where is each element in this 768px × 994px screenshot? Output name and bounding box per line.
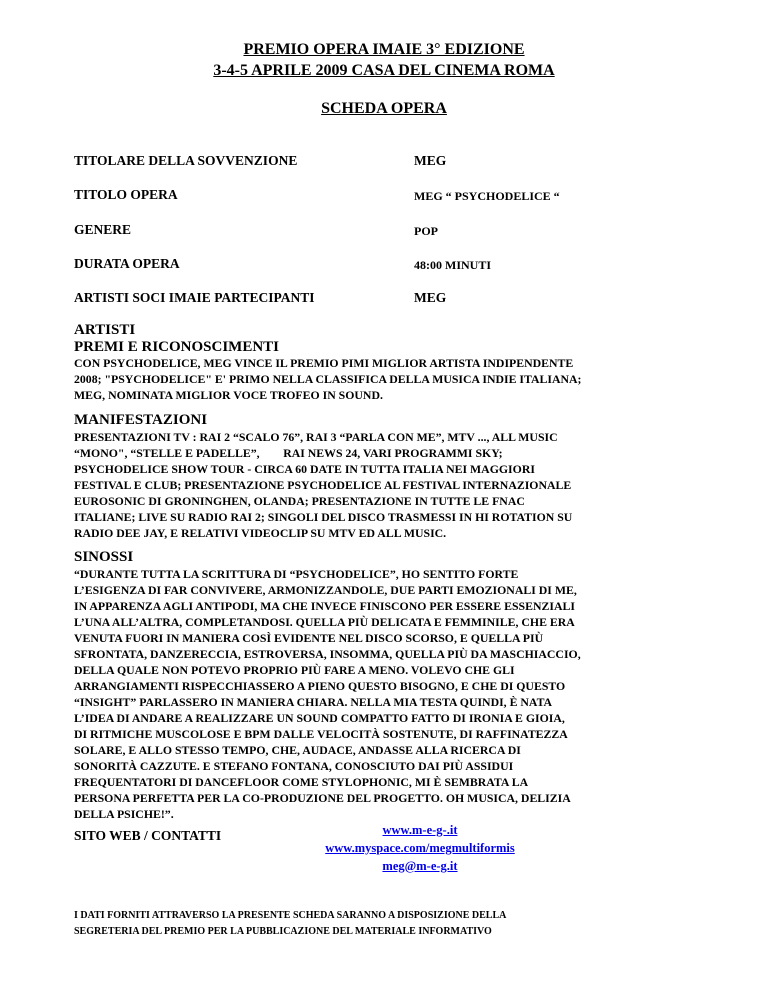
sinossi-line: DELLA PSICHE!”. <box>74 807 174 821</box>
premi-line: 2008; "PSYCHODELICE" E' PRIMO NELLA CLASSIFICA DELLA MUSICA INDIE ITALIANA; <box>74 372 582 386</box>
sinossi-text <box>74 566 694 822</box>
sinossi-line: SOLARE, E ALLO STESSO TEMPO, CHE, AUDACE, ANDASSE ALLA RICERCA DI <box>74 743 521 757</box>
sinossi-line: L’UNA ALL’ALTRA, COMPLETANDOSI. QUELLA PIÙ DELICATA E FEMMINILE, CHE ERA <box>74 615 575 629</box>
section-sinossi-title: SINOSSI <box>74 549 134 565</box>
header-line-1: PREMIO OPERA IMAIE 3° EDIZIONE <box>243 41 525 58</box>
section-artisti: ARTISTI <box>74 322 136 338</box>
footer-line-1: I DATI FORNITI ATTRAVERSO LA PRESENTE SCHEDA SARANNO A DISPOSIZIONE DELLA <box>74 910 507 921</box>
field-value-genere: POP <box>414 224 438 238</box>
manifestazioni-line: PRESENTAZIONI TV : RAI 2 “SCALO 76”, RAI 3 “PARLA CON ME”, MTV ..., ALL MUSIC <box>74 430 558 444</box>
field-value-artisti-soci: MEG <box>414 290 447 305</box>
sinossi-line: FREQUENTATORI DI DANCEFLOOR COME STYLOPHONIC, MI È SEMBRATA LA <box>74 775 529 789</box>
sinossi-line: SFRONTATA, DANZERECCIA, ESTROVERSA, INSOMMA, QUELLA PIÙ DA MASCHIACCIO, <box>74 647 581 661</box>
field-value-titolare: MEG <box>414 153 447 168</box>
premi-text <box>74 355 694 403</box>
field-label-titolare: TITOLARE DELLA SOVVENZIONE <box>74 153 298 168</box>
sinossi-line: PERSONA PERFETTA PER LA CO-PRODUZIONE DEL PROGETTO. OH MUSICA, DELIZIA <box>74 791 571 805</box>
sinossi-line: ARRANGIAMENTI RISPECCHIASSERO A PIENO QUESTO BISOGNO, E CHE DI QUESTO <box>74 679 566 693</box>
manifestazioni-line: PSYCHODELICE SHOW TOUR - CIRCA 60 DATE IN TUTTA ITALIA NEI MAGGIORI <box>74 462 535 476</box>
sinossi-line: L’ESIGENZA DI FAR CONVIVERE, ARMONIZZANDOLE, DUE PARTI EMOZIONALI DI ME, <box>74 583 577 597</box>
sinossi-line: DELLA QUALE NON POTEVO PROPRIO PIÙ FARE A MENO. VOLEVO CHE GLI <box>74 663 515 677</box>
footer-line-2: SEGRETERIA DEL PREMIO PER LA PUBBLICAZIONE DEL MATERIALE INFORMATIVO <box>74 926 492 937</box>
contacts-links <box>300 821 540 875</box>
document-title: SCHEDA OPERA <box>321 100 447 117</box>
myspace-link[interactable]: www.myspace.com/megmultiformis <box>325 841 515 855</box>
manifestazioni-line: EUROSONIC DI GRONINGHEN, OLANDA; PRESENTAZIONE IN TUTTE LE FNAC <box>74 494 525 508</box>
manifestazioni-line: RADIO DEE JAY, E RELATIVI VIDEOCLIP SU MTV ED ALL MUSIC. <box>74 526 447 540</box>
sinossi-line: “INSIGHT” PARLASSERO IN MANIERA CHIARA. NELLA MIA TESTA QUINDI, È NATA <box>74 695 553 709</box>
manifestazioni-line: ITALIANE; LIVE SU RADIO RAI 2; SINGOLI DEL DISCO TRASMESSI IN HI ROTATION SU <box>74 510 573 524</box>
field-label-titolo: TITOLO OPERA <box>74 187 178 202</box>
sinossi-line: VENUTA FUORI IN MANIERA COSÌ EVIDENTE NEL DISCO SCORSO, E QUELLA PIÙ <box>74 631 544 645</box>
sinossi-line: “DURANTE TUTTA LA SCRITTURA DI “PSYCHODELICE”, HO SENTITO FORTE <box>74 567 519 581</box>
manifestazioni-line: FESTIVAL E CLUB; PRESENTAZIONE PSYCHODELICE AL FESTIVAL INTERNAZIONALE <box>74 478 572 492</box>
website-link[interactable]: www.m-e-g-.it <box>382 823 458 837</box>
manifestazioni-line: “MONO", “STELLE E PADELLE”, RAI NEWS 24, VARI PROGRAMMI SKY; <box>74 446 503 460</box>
section-manifestazioni-title: MANIFESTAZIONI <box>74 412 208 428</box>
contacts-label: SITO WEB / CONTATTI <box>74 828 222 843</box>
field-label-durata: DURATA OPERA <box>74 256 180 271</box>
field-value-titolo: MEG “ PSYCHODELICE “ <box>414 189 560 203</box>
manifestazioni-text <box>74 429 694 541</box>
email-link[interactable]: meg@m-e-g.it <box>382 859 458 873</box>
header-line-2: 3-4-5 APRILE 2009 CASA DEL CINEMA ROMA <box>213 62 555 79</box>
sinossi-line: DI RITMICHE MUSCOLOSE E BPM DALLE VELOCITÀ SOSTENUTE, DI RAFFINATEZZA <box>74 727 568 741</box>
sinossi-line: L’IDEA DI ANDARE A REALIZZARE UN SOUND COMPATTO FATTO DI IRONIA E GIOIA, <box>74 711 565 725</box>
field-label-genere: GENERE <box>74 222 132 237</box>
premi-line: CON PSYCHODELICE, MEG VINCE IL PREMIO PIMI MIGLIOR ARTISTA INDIPENDENTE <box>74 356 574 370</box>
sinossi-line: SONORITÀ CAZZUTE. E STEFANO FONTANA, CONOSCIUTO DAI PIÙ ASSIDUI <box>74 759 514 773</box>
premi-line: MEG, NOMINATA MIGLIOR VOCE TROFEO IN SOUND. <box>74 388 383 402</box>
field-label-artisti-soci: ARTISTI SOCI IMAIE PARTECIPANTI <box>74 290 315 305</box>
sinossi-line: IN APPARENZA AGLI ANTIPODI, MA CHE INVECE FINISCONO PER ESSERE ESSENZIALI <box>74 599 575 613</box>
section-premi-title: PREMI E RICONOSCIMENTI <box>74 339 280 355</box>
field-value-durata: 48:00 MINUTI <box>414 258 491 272</box>
